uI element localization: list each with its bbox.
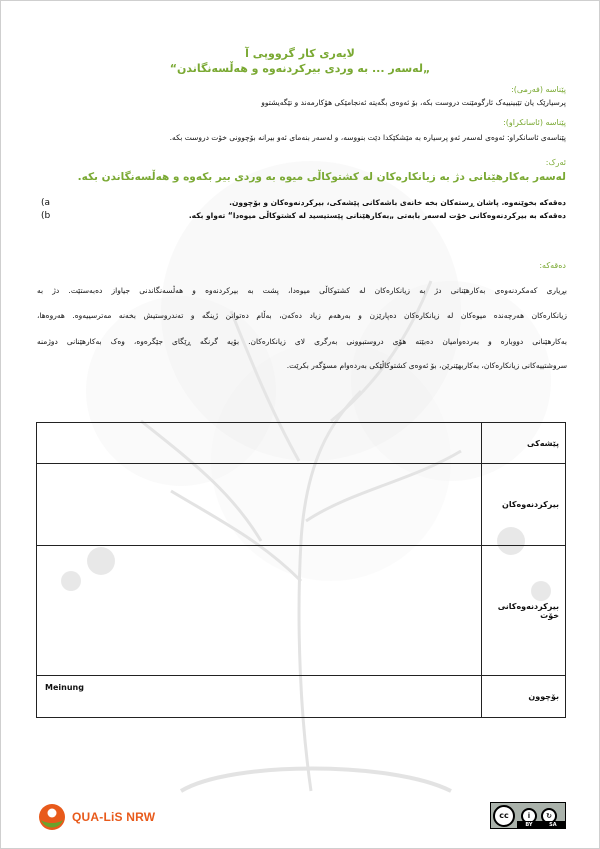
license-badge-by: BY: [525, 821, 533, 828]
qualis-logo: [37, 802, 187, 832]
task-item: [41, 198, 566, 208]
answer-cell-introduction[interactable]: [37, 423, 482, 464]
text-paragraph-line: بەکارهێنانی دووبارە و بەردەوامیان دەبێتە هۆی دروستبوونی بەرگری لای زیانکارەکان. بۆیە گرنگە ڕێگای جێگرەوە، وەک بەکارهێنانی دوژمنە: [37, 337, 567, 346]
definition-simple-heading: پێناسە (ئاسانکراو):: [503, 118, 566, 127]
task-item-marker: a): [41, 198, 51, 208]
definition-formal-heading: پێناسە (فەرمی):: [511, 85, 566, 94]
license-badges: [517, 821, 565, 828]
answer-cell-thoughts[interactable]: [37, 464, 482, 546]
definition-formal-text: پرسیارێک یان تێبینییەک ئارگومێنت دروست بکە، بۆ ئەوەی بگەیتە ئەنجامێکی هۆکارمەند و تێگەیشتوو: [261, 98, 566, 107]
logo-text: QUA-LiS NRW: [72, 810, 156, 824]
text-section-heading: دەقەکە:: [539, 261, 566, 270]
attribution-icon: i: [521, 808, 537, 824]
row-label-opinion: بۆچوون: [482, 676, 566, 718]
qualis-logo-icon: [37, 802, 67, 832]
row-label-introduction: پێشەکی: [482, 423, 566, 464]
answer-cell-own-thoughts[interactable]: [37, 546, 482, 676]
share-alike-icon: ↻: [541, 808, 557, 824]
text-paragraph-line: سروشتییەکانی زیانکارەکان، بەکاربهێنرێن، بۆ ئەوەی کشتوکاڵێکی بەردەوام مسۆگەر بکرێت.: [286, 361, 567, 370]
table-row: [37, 546, 566, 676]
text-paragraph-line: بڕیاری کەمکردنەوەی بەکارهێنانی دژ بە زیانکارەکان لە کشتوکاڵی میوەدا، پشت بە بیرکردنەوە و هەڵسەنگاندنی جیاواز دەبەستێت. دژ بە: [37, 286, 567, 295]
row-label-own-thoughts: بیرکردنەوەکانی خۆت: [482, 546, 566, 676]
task-item-text: دەقەکە بخوێنەوە. پاشان ڕستەکان بخە خانەی باشەکانی پێشەکی، بیرکردنەوەکان و بۆچوون.: [229, 198, 566, 207]
table-row: [37, 676, 566, 718]
page-subtitle: “لەسەر ... بە وردی بیرکردنەوە و هەڵسەنگاندن„: [169, 62, 431, 75]
definition-simple-text: پێناسەی ئاسانکراو: ئەوەی لەسەر ئەو پرسیارە بە مێشکێکدا دێت بنووسە، و لەسەر بنەمای ئەو بیرانە بۆچوونی خۆت دروست بکە.: [169, 133, 566, 142]
cc-icon: cc: [493, 805, 515, 827]
license-badge-sa: SA: [549, 821, 557, 828]
row-label-thoughts: بیرکردنەوەکان: [482, 464, 566, 546]
table-row: [37, 423, 566, 464]
task-item: [41, 211, 566, 221]
task-item-marker: b): [41, 211, 51, 221]
worksheet-table: [36, 422, 566, 718]
page-title: لایەری کار گرووپی آ: [245, 47, 355, 60]
task-heading: ئەرک:: [545, 158, 566, 167]
text-paragraph-line: زیانکارەکان هەرچەندە میوەکان لە زیانکارەکان دەپارێزن و بەرهەم زیاد دەکەن، بەڵام دەتوانن ژینگە و تەندروستیش بخەنە مەترسییەوە. هەروەها،: [37, 311, 567, 320]
table-row: [37, 464, 566, 546]
task-item-text: دەقەکە بە بیرکردنەوەکانی خۆت لەسەر بابەتی „بەکارهێنانی پێستیسید لە کشتوکاڵی میوەدا“ تەواو بکە.: [188, 211, 566, 220]
task-statement: لەسەر بەکارهێنانی دژ بە زیانکارەکان لە کشتوکاڵی میوە بە وردی بیر بکەوە و هەڵسەنگاندن بکە.: [77, 171, 566, 183]
answer-cell-opinion[interactable]: Meinung: [37, 676, 482, 718]
cc-by-sa-icon: [490, 802, 566, 829]
